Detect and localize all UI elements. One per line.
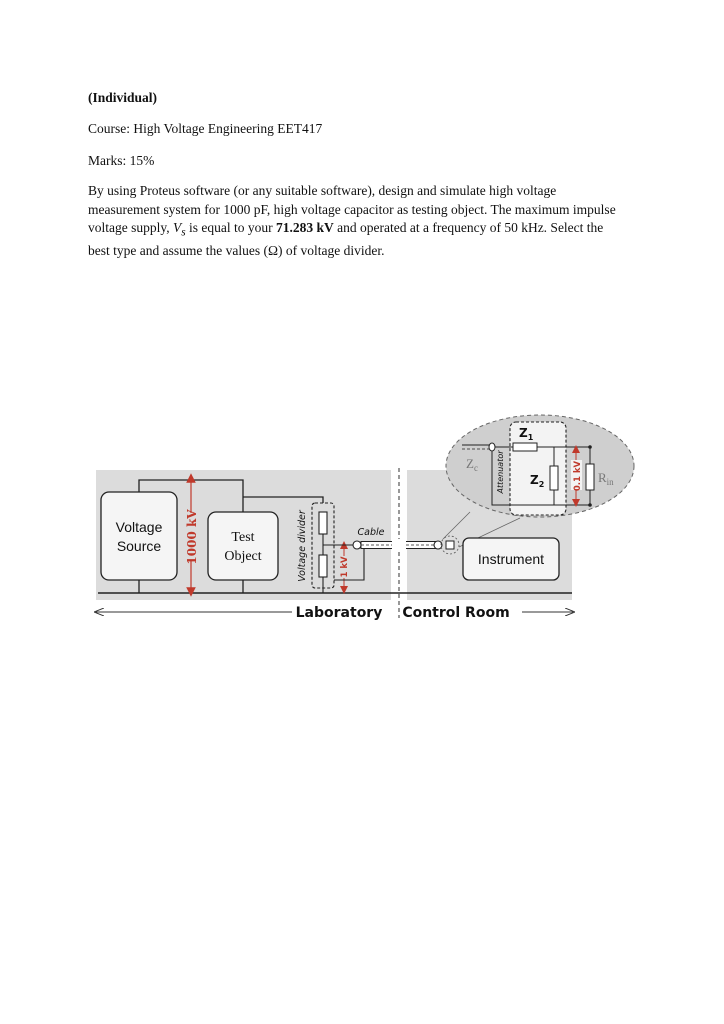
voltage-source-box [101, 492, 177, 580]
hv-label: 1000 kV [185, 509, 199, 565]
z1-main: Z [519, 426, 528, 440]
rin-node-top [588, 445, 592, 449]
rin-resistor [586, 464, 594, 490]
out-label: 0.1 kV [573, 460, 583, 492]
instrument-label: Instrument [477, 551, 545, 567]
test-object-box [208, 512, 278, 580]
vs-subscript: s [181, 226, 186, 239]
z1-resistor [513, 443, 537, 451]
assignment-paragraph [88, 182, 628, 261]
course-line: Course: High Voltage Engineering EET417 [88, 121, 323, 136]
z1-subscript: 1 [527, 433, 534, 442]
divider-lower-resistor [319, 555, 327, 577]
divider-label: Voltage divider [297, 510, 308, 582]
bubble-coax-end [489, 443, 495, 451]
zc-subscript: c [473, 463, 478, 473]
rin-subscript: in [606, 477, 614, 487]
test-object-label-2: Object [224, 549, 262, 564]
measurement-system-diagram [0, 400, 724, 630]
paragraph-text-3: and operated at a frequency of 50 kHz. Select the best type and assume the values (Ω) of voltage divider. [88, 220, 604, 259]
section-header: (Individual) [88, 90, 158, 105]
voltage-source-label-1: Voltage [115, 519, 163, 535]
voltage-source-label-2: Source [116, 538, 162, 554]
cable-gap [392, 539, 406, 551]
marks-line: Marks: 15% [88, 153, 155, 168]
control-room-label: Control Room [402, 605, 510, 621]
cable-label: Cable [357, 527, 385, 538]
instrument-input-block [446, 541, 454, 549]
laboratory-label: Laboratory [295, 605, 383, 621]
paragraph-text-1: By using Proteus software (or any suitable software), design and simulate high voltage measurement system for 1000 pF, high voltage capacitor as testing object. The maximum impulse voltage supply, [88, 183, 616, 235]
test-object-label-1: Test [231, 530, 255, 545]
voltage-value: 71.283 kV [276, 220, 334, 235]
divider-upper-resistor [319, 512, 327, 534]
lv-label: 1 kV [340, 556, 350, 578]
zc-main: Z [466, 456, 474, 471]
rin-main: R [598, 470, 607, 485]
z2-subscript: 2 [538, 480, 545, 489]
rin-node-bottom [588, 503, 592, 507]
z2-resistor [550, 466, 558, 490]
vs-symbol: V [173, 220, 182, 235]
z2-main: Z [530, 473, 539, 487]
attenuator-label: Attenuator [496, 450, 505, 494]
paragraph-text-2: is equal to your [185, 220, 277, 235]
cable-connector-left [353, 541, 361, 549]
